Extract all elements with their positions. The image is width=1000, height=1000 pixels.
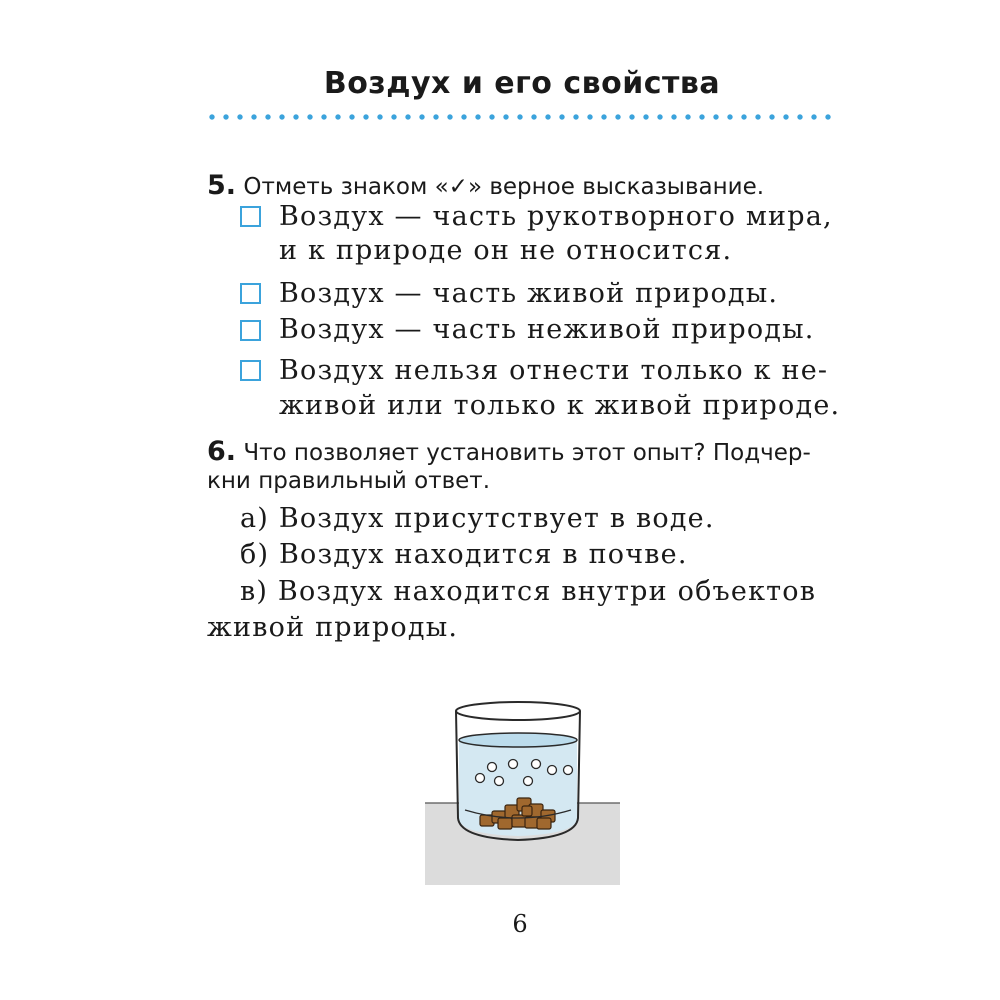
- page-number: 6: [512, 910, 528, 938]
- task5-option-3-checkbox[interactable]: [240, 320, 261, 341]
- task5-option-1-line2: и к природе он не относится.: [279, 235, 733, 266]
- task6-prompt-1: Что позволяет установить этот опыт? Подчер-: [243, 440, 811, 466]
- task5-number: 5.: [207, 170, 237, 201]
- task5-option-1-checkbox[interactable]: [240, 206, 261, 227]
- task5-option-1-line1: Воздух — часть рукотворного мира,: [279, 201, 833, 232]
- task6-answer-c[interactable]: в) Воздух находится внутри объектов: [240, 576, 817, 607]
- task6-prompt-line2: кни правильный ответ.: [207, 468, 491, 494]
- task5-option-2-text: Воздух — часть живой природы.: [279, 278, 779, 309]
- task6-answer-c-continued: живой природы.: [207, 612, 459, 643]
- dotted-divider: [205, 113, 837, 121]
- task6-answer-a[interactable]: а) Воздух присутствует в воде.: [240, 503, 715, 534]
- task5-prompt-line: [207, 170, 764, 201]
- task5-option-2-checkbox[interactable]: [240, 283, 261, 304]
- task5-option-3-text: Воздух — часть неживой природы.: [279, 314, 815, 345]
- page-title: Воздух и его свойства: [323, 66, 721, 101]
- task5-option-4-line2: живой или только к живой природе.: [279, 390, 841, 421]
- task5-option-4-checkbox[interactable]: [240, 360, 261, 381]
- task5-prompt: Отметь знаком «✓» верное высказывание.: [243, 174, 765, 200]
- task5-option-4-line1: Воздух нельзя отнести только к не-: [279, 355, 829, 386]
- task6-number: 6.: [207, 436, 237, 467]
- task6-answer-b[interactable]: б) Воздух находится в почве.: [240, 539, 688, 570]
- task6-prompt-line1: [207, 436, 811, 467]
- experiment-illustration: [425, 660, 620, 885]
